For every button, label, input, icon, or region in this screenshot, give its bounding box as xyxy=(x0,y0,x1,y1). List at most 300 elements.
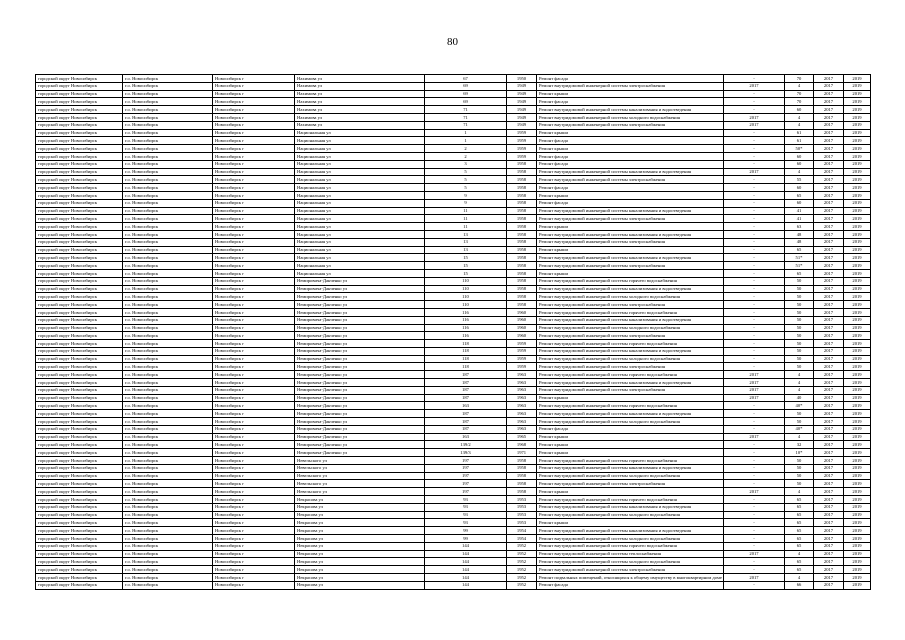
house-cell: 2 xyxy=(425,145,507,153)
start-year-cell: 2017 xyxy=(814,581,844,589)
work-type-cell: Ремонт внутридомовой инженерной системы электроснабжения xyxy=(537,480,724,488)
table-row xyxy=(36,340,871,348)
year-cell: 1958 xyxy=(507,464,537,472)
start-year-cell: 2017 xyxy=(814,246,844,254)
wear-cell: 48 xyxy=(785,230,814,238)
street-cell: Немировича-Данченко ул xyxy=(295,449,425,457)
plan-year-cell: - xyxy=(724,230,785,238)
street-cell: Немировича-Данченко ул xyxy=(295,277,425,285)
wear-cell: 61 xyxy=(785,129,814,137)
city-cell: Новосибирск г xyxy=(213,449,295,457)
street-cell: Нахимова ул xyxy=(295,98,425,106)
city-cell: Новосибирск г xyxy=(213,581,295,589)
house-cell: 5 xyxy=(425,168,507,176)
start-year-cell: 2017 xyxy=(814,184,844,192)
end-year-cell: 2019 xyxy=(844,246,871,254)
start-year-cell: 2017 xyxy=(814,301,844,309)
city-cell: Новосибирск г xyxy=(213,113,295,121)
plan-year-cell: - xyxy=(724,285,785,293)
street-cell: Немировича-Данченко ул xyxy=(295,301,425,309)
city-cell: Новосибирск г xyxy=(213,379,295,387)
plan-year-cell: - xyxy=(724,98,785,106)
okrug-cell: г.о. Новосибирск xyxy=(123,82,213,90)
wear-cell: 50 xyxy=(785,410,814,418)
end-year-cell: 2019 xyxy=(844,145,871,153)
city-cell: Новосибирск г xyxy=(213,480,295,488)
okrug-cell: г.о. Новосибирск xyxy=(123,433,213,441)
house-cell: 144 xyxy=(425,558,507,566)
plan-year-cell: - xyxy=(724,347,785,355)
end-year-cell: 2019 xyxy=(844,394,871,402)
municipality-cell: городской округ Новосибирск xyxy=(36,207,123,215)
table-row xyxy=(36,160,871,168)
year-cell: 1958 xyxy=(507,230,537,238)
city-cell: Новосибирск г xyxy=(213,168,295,176)
wear-cell: 4 xyxy=(785,379,814,387)
municipality-cell: городской округ Новосибирск xyxy=(36,75,123,83)
work-type-cell: Ремонт внутридомовой инженерной системы электроснабжения xyxy=(537,121,724,129)
house-cell: 93 xyxy=(425,496,507,504)
house-cell: 3 xyxy=(425,160,507,168)
work-type-cell: Ремонт внутридомовой инженерной системы горячего водоснабжения xyxy=(537,402,724,410)
end-year-cell: 2019 xyxy=(844,519,871,527)
house-cell: 197 xyxy=(425,480,507,488)
table-row xyxy=(36,152,871,160)
end-year-cell: 2019 xyxy=(844,496,871,504)
city-cell: Новосибирск г xyxy=(213,90,295,98)
start-year-cell: 2017 xyxy=(814,90,844,98)
end-year-cell: 2019 xyxy=(844,301,871,309)
table-row xyxy=(36,472,871,480)
okrug-cell: г.о. Новосибирск xyxy=(123,394,213,402)
table-row xyxy=(36,316,871,324)
end-year-cell: 2019 xyxy=(844,254,871,262)
street-cell: Национальная ул xyxy=(295,160,425,168)
table-row xyxy=(36,324,871,332)
plan-year-cell: - xyxy=(724,511,785,519)
plan-year-cell: - xyxy=(724,316,785,324)
end-year-cell: 2019 xyxy=(844,215,871,223)
year-cell: 1958 xyxy=(507,285,537,293)
year-cell: 1971 xyxy=(507,449,537,457)
wear-cell: 50 xyxy=(785,316,814,324)
table-row xyxy=(36,254,871,262)
wear-cell: 4 xyxy=(785,386,814,394)
end-year-cell: 2019 xyxy=(844,472,871,480)
city-cell: Новосибирск г xyxy=(213,160,295,168)
start-year-cell: 2017 xyxy=(814,363,844,371)
year-cell: 1963 xyxy=(507,386,537,394)
okrug-cell: г.о. Новосибирск xyxy=(123,285,213,293)
work-type-cell: Ремонт внутридомовой инженерной системы электроснабжения xyxy=(537,82,724,90)
house-cell: 118 xyxy=(425,355,507,363)
plan-year-cell: - xyxy=(724,558,785,566)
start-year-cell: 2017 xyxy=(814,160,844,168)
street-cell: Немировича-Данченко ул xyxy=(295,386,425,394)
wear-cell: 50 xyxy=(785,293,814,301)
okrug-cell: г.о. Новосибирск xyxy=(123,332,213,340)
end-year-cell: 2019 xyxy=(844,371,871,379)
table-row xyxy=(36,511,871,519)
year-cell: 1950 xyxy=(507,75,537,83)
start-year-cell: 2017 xyxy=(814,152,844,160)
house-cell: 110 xyxy=(425,285,507,293)
city-cell: Новосибирск г xyxy=(213,363,295,371)
municipality-cell: городской округ Новосибирск xyxy=(36,449,123,457)
okrug-cell: г.о. Новосибирск xyxy=(123,581,213,589)
wear-cell: 50 xyxy=(785,301,814,309)
street-cell: Немировича-Данченко ул xyxy=(295,347,425,355)
start-year-cell: 2017 xyxy=(814,293,844,301)
end-year-cell: 2019 xyxy=(844,418,871,426)
house-cell: 110 xyxy=(425,301,507,309)
plan-year-cell: 2017 xyxy=(724,82,785,90)
year-cell: 1960 xyxy=(507,324,537,332)
end-year-cell: 2019 xyxy=(844,230,871,238)
start-year-cell: 2017 xyxy=(814,75,844,83)
start-year-cell: 2017 xyxy=(814,511,844,519)
year-cell: 1958 xyxy=(507,293,537,301)
city-cell: Новосибирск г xyxy=(213,332,295,340)
start-year-cell: 2017 xyxy=(814,542,844,550)
end-year-cell: 2019 xyxy=(844,457,871,465)
house-cell: 1 xyxy=(425,129,507,137)
house-cell: 2 xyxy=(425,152,507,160)
start-year-cell: 2017 xyxy=(814,535,844,543)
street-cell: Некрасова ул xyxy=(295,496,425,504)
street-cell: Национальная ул xyxy=(295,230,425,238)
wear-cell: 60 xyxy=(785,184,814,192)
table-row xyxy=(36,550,871,558)
table-row xyxy=(36,308,871,316)
street-cell: Национальная ул xyxy=(295,262,425,270)
okrug-cell: г.о. Новосибирск xyxy=(123,152,213,160)
house-cell: 139/2 xyxy=(425,441,507,449)
street-cell: Немировича-Данченко ул xyxy=(295,394,425,402)
year-cell: 1958 xyxy=(507,457,537,465)
house-cell: 187 xyxy=(425,425,507,433)
okrug-cell: г.о. Новосибирск xyxy=(123,191,213,199)
street-cell: Национальная ул xyxy=(295,238,425,246)
year-cell: 1949 xyxy=(507,90,537,98)
okrug-cell: г.о. Новосибирск xyxy=(123,238,213,246)
start-year-cell: 2017 xyxy=(814,230,844,238)
plan-year-cell: - xyxy=(724,324,785,332)
house-cell: 118 xyxy=(425,363,507,371)
work-type-cell: Ремонт крыши xyxy=(537,223,724,231)
municipality-cell: городской округ Новосибирск xyxy=(36,90,123,98)
street-cell: Невельского ул xyxy=(295,464,425,472)
municipality-cell: городской округ Новосибирск xyxy=(36,332,123,340)
plan-year-cell: 2017 xyxy=(724,550,785,558)
start-year-cell: 2017 xyxy=(814,316,844,324)
table-row xyxy=(36,121,871,129)
wear-cell: 41 xyxy=(785,207,814,215)
work-type-cell: Ремонт крыши xyxy=(537,90,724,98)
house-cell: 116 xyxy=(425,324,507,332)
city-cell: Новосибирск г xyxy=(213,371,295,379)
year-cell: 1963 xyxy=(507,410,537,418)
start-year-cell: 2017 xyxy=(814,402,844,410)
okrug-cell: г.о. Новосибирск xyxy=(123,199,213,207)
house-cell: 9 xyxy=(425,191,507,199)
year-cell: 1952 xyxy=(507,566,537,574)
work-type-cell: Ремонт внутридомовой инженерной системы горячего водоснабжения xyxy=(537,457,724,465)
end-year-cell: 2019 xyxy=(844,542,871,550)
end-year-cell: 2019 xyxy=(844,410,871,418)
plan-year-cell: - xyxy=(724,519,785,527)
municipality-cell: городской округ Новосибирск xyxy=(36,464,123,472)
street-cell: Нахимова ул xyxy=(295,75,425,83)
city-cell: Новосибирск г xyxy=(213,542,295,550)
municipality-cell: городской округ Новосибирск xyxy=(36,511,123,519)
street-cell: Некрасова ул xyxy=(295,535,425,543)
street-cell: Немировича-Данченко ул xyxy=(295,363,425,371)
wear-cell: 70 xyxy=(785,98,814,106)
work-type-cell: Ремонт фасада xyxy=(537,152,724,160)
municipality-cell: городской округ Новосибирск xyxy=(36,394,123,402)
municipality-cell: городской округ Новосибирск xyxy=(36,527,123,535)
wear-cell: 4 xyxy=(785,550,814,558)
end-year-cell: 2019 xyxy=(844,441,871,449)
house-cell: 93 xyxy=(425,503,507,511)
wear-cell: 60 xyxy=(785,199,814,207)
okrug-cell: г.о. Новосибирск xyxy=(123,542,213,550)
house-cell: 187 xyxy=(425,394,507,402)
okrug-cell: г.о. Новосибирск xyxy=(123,160,213,168)
okrug-cell: г.о. Новосибирск xyxy=(123,293,213,301)
end-year-cell: 2019 xyxy=(844,511,871,519)
municipality-cell: городской округ Новосибирск xyxy=(36,293,123,301)
city-cell: Новосибирск г xyxy=(213,223,295,231)
city-cell: Новосибирск г xyxy=(213,121,295,129)
okrug-cell: г.о. Новосибирск xyxy=(123,441,213,449)
municipality-cell: городской округ Новосибирск xyxy=(36,386,123,394)
plan-year-cell: - xyxy=(724,425,785,433)
year-cell: 1958 xyxy=(507,184,537,192)
table-row xyxy=(36,269,871,277)
okrug-cell: г.о. Новосибирск xyxy=(123,511,213,519)
table-row xyxy=(36,566,871,574)
municipality-cell: городской округ Новосибирск xyxy=(36,106,123,114)
house-cell: 118 xyxy=(425,347,507,355)
street-cell: Немировича-Данченко ул xyxy=(295,316,425,324)
end-year-cell: 2019 xyxy=(844,340,871,348)
end-year-cell: 2019 xyxy=(844,308,871,316)
okrug-cell: г.о. Новосибирск xyxy=(123,301,213,309)
city-cell: Новосибирск г xyxy=(213,82,295,90)
table-row xyxy=(36,199,871,207)
start-year-cell: 2017 xyxy=(814,527,844,535)
end-year-cell: 2019 xyxy=(844,207,871,215)
okrug-cell: г.о. Новосибирск xyxy=(123,121,213,129)
house-cell: 187 xyxy=(425,379,507,387)
start-year-cell: 2017 xyxy=(814,558,844,566)
work-type-cell: Ремонт крыши xyxy=(537,269,724,277)
start-year-cell: 2017 xyxy=(814,262,844,270)
house-cell: 118 xyxy=(425,340,507,348)
okrug-cell: г.о. Новосибирск xyxy=(123,425,213,433)
work-type-cell: Ремонт внутридомовой инженерной системы электроснабжения xyxy=(537,386,724,394)
end-year-cell: 2019 xyxy=(844,238,871,246)
plan-year-cell: 2017 xyxy=(724,386,785,394)
municipality-cell: городской округ Новосибирск xyxy=(36,566,123,574)
plan-year-cell: - xyxy=(724,160,785,168)
okrug-cell: г.о. Новосибирск xyxy=(123,574,213,582)
year-cell: 1958 xyxy=(507,301,537,309)
city-cell: Новосибирск г xyxy=(213,207,295,215)
okrug-cell: г.о. Новосибирск xyxy=(123,496,213,504)
plan-year-cell: - xyxy=(724,332,785,340)
plan-year-cell: 2017 xyxy=(724,394,785,402)
okrug-cell: г.о. Новосибирск xyxy=(123,363,213,371)
year-cell: 1959 xyxy=(507,363,537,371)
work-type-cell: Ремонт фасада xyxy=(537,137,724,145)
okrug-cell: г.о. Новосибирск xyxy=(123,402,213,410)
house-cell: 11 xyxy=(425,207,507,215)
street-cell: Немировича-Данченко ул xyxy=(295,340,425,348)
okrug-cell: г.о. Новосибирск xyxy=(123,457,213,465)
okrug-cell: г.о. Новосибирск xyxy=(123,464,213,472)
city-cell: Новосибирск г xyxy=(213,519,295,527)
street-cell: Некрасова ул xyxy=(295,550,425,558)
table-row xyxy=(36,106,871,114)
wear-cell: 50 xyxy=(785,418,814,426)
wear-cell: 50 xyxy=(785,480,814,488)
start-year-cell: 2017 xyxy=(814,308,844,316)
start-year-cell: 2017 xyxy=(814,496,844,504)
year-cell: 1953 xyxy=(507,503,537,511)
work-type-cell: Ремонт крыши xyxy=(537,519,724,527)
street-cell: Немировича-Данченко ул xyxy=(295,410,425,418)
year-cell: 1965 xyxy=(507,433,537,441)
house-cell: 13 xyxy=(425,246,507,254)
end-year-cell: 2019 xyxy=(844,527,871,535)
plan-year-cell: - xyxy=(724,340,785,348)
table-row xyxy=(36,277,871,285)
year-cell: 1958 xyxy=(507,277,537,285)
city-cell: Новосибирск г xyxy=(213,503,295,511)
start-year-cell: 2017 xyxy=(814,347,844,355)
city-cell: Новосибирск г xyxy=(213,98,295,106)
plan-year-cell: - xyxy=(724,566,785,574)
house-cell: 5 xyxy=(425,176,507,184)
municipality-cell: городской округ Новосибирск xyxy=(36,379,123,387)
okrug-cell: г.о. Новосибирск xyxy=(123,519,213,527)
work-type-cell: Ремонт внутридомовой инженерной системы холодного водоснабжения xyxy=(537,558,724,566)
municipality-cell: городской округ Новосибирск xyxy=(36,542,123,550)
street-cell: Национальная ул xyxy=(295,191,425,199)
wear-cell: 60 xyxy=(785,106,814,114)
municipality-cell: городской округ Новосибирск xyxy=(36,277,123,285)
wear-cell: 41 xyxy=(785,215,814,223)
plan-year-cell: - xyxy=(724,457,785,465)
wear-cell: 50 xyxy=(785,340,814,348)
house-cell: 13 xyxy=(425,238,507,246)
city-cell: Новосибирск г xyxy=(213,316,295,324)
table-row xyxy=(36,386,871,394)
municipality-cell: городской округ Новосибирск xyxy=(36,168,123,176)
okrug-cell: г.о. Новосибирск xyxy=(123,246,213,254)
plan-year-cell: 2017 xyxy=(724,574,785,582)
city-cell: Новосибирск г xyxy=(213,535,295,543)
work-type-cell: Ремонт внутридомовой инженерной системы горячего водоснабжения xyxy=(537,496,724,504)
street-cell: Немировича-Данченко ул xyxy=(295,285,425,293)
city-cell: Новосибирск г xyxy=(213,191,295,199)
house-cell: 93 xyxy=(425,511,507,519)
municipality-cell: городской округ Новосибирск xyxy=(36,199,123,207)
table-row xyxy=(36,207,871,215)
house-cell: 15 xyxy=(425,254,507,262)
municipality-cell: городской округ Новосибирск xyxy=(36,574,123,582)
city-cell: Новосибирск г xyxy=(213,550,295,558)
street-cell: Национальная ул xyxy=(295,152,425,160)
year-cell: 1949 xyxy=(507,82,537,90)
municipality-cell: городской округ Новосибирск xyxy=(36,223,123,231)
municipality-cell: городской округ Новосибирск xyxy=(36,581,123,589)
plan-year-cell: 2017 xyxy=(724,379,785,387)
street-cell: Национальная ул xyxy=(295,184,425,192)
end-year-cell: 2019 xyxy=(844,488,871,496)
work-type-cell: Ремонт внутридомовой инженерной системы горячего водоснабжения xyxy=(537,277,724,285)
year-cell: 1958 xyxy=(507,168,537,176)
okrug-cell: г.о. Новосибирск xyxy=(123,355,213,363)
end-year-cell: 2019 xyxy=(844,480,871,488)
okrug-cell: г.о. Новосибирск xyxy=(123,308,213,316)
end-year-cell: 2019 xyxy=(844,75,871,83)
plan-year-cell: - xyxy=(724,355,785,363)
municipality-cell: городской округ Новосибирск xyxy=(36,410,123,418)
wear-cell: 4 xyxy=(785,488,814,496)
table-row xyxy=(36,558,871,566)
municipality-cell: городской округ Новосибирск xyxy=(36,269,123,277)
house-cell: 11 xyxy=(425,223,507,231)
wear-cell: 50 xyxy=(785,332,814,340)
okrug-cell: г.о. Новосибирск xyxy=(123,184,213,192)
plan-year-cell: - xyxy=(724,410,785,418)
end-year-cell: 2019 xyxy=(844,199,871,207)
year-cell: 1959 xyxy=(507,145,537,153)
end-year-cell: 2019 xyxy=(844,355,871,363)
house-cell: 69 xyxy=(425,90,507,98)
city-cell: Новосибирск г xyxy=(213,425,295,433)
city-cell: Новосибирск г xyxy=(213,457,295,465)
city-cell: Новосибирск г xyxy=(213,558,295,566)
street-cell: Национальная ул xyxy=(295,223,425,231)
house-cell: 197 xyxy=(425,488,507,496)
work-type-cell: Ремонт внутридомовой инженерной системы канализования и водоотведения xyxy=(537,230,724,238)
work-type-cell: Ремонт внутридомовой инженерной системы холодного водоснабжения xyxy=(537,535,724,543)
start-year-cell: 2017 xyxy=(814,207,844,215)
municipality-cell: городской округ Новосибирск xyxy=(36,145,123,153)
work-type-cell: Ремонт внутридомовой инженерной системы канализования и водоотведения xyxy=(537,168,724,176)
street-cell: Национальная ул xyxy=(295,137,425,145)
work-type-cell: Ремонт внутридомовой инженерной системы горячего водоснабжения xyxy=(537,340,724,348)
wear-cell: 4 xyxy=(785,121,814,129)
work-type-cell: Ремонт внутридомовой инженерной системы электроснабжения xyxy=(537,215,724,223)
plan-year-cell: - xyxy=(724,581,785,589)
city-cell: Новосибирск г xyxy=(213,472,295,480)
house-cell: 197 xyxy=(425,464,507,472)
municipality-cell: городской округ Новосибирск xyxy=(36,402,123,410)
wear-cell: 48 xyxy=(785,238,814,246)
street-cell: Некрасова ул xyxy=(295,527,425,535)
city-cell: Новосибирск г xyxy=(213,152,295,160)
plan-year-cell: - xyxy=(724,152,785,160)
street-cell: Невельского ул xyxy=(295,488,425,496)
wear-cell: 70 xyxy=(785,90,814,98)
okrug-cell: г.о. Новосибирск xyxy=(123,176,213,184)
